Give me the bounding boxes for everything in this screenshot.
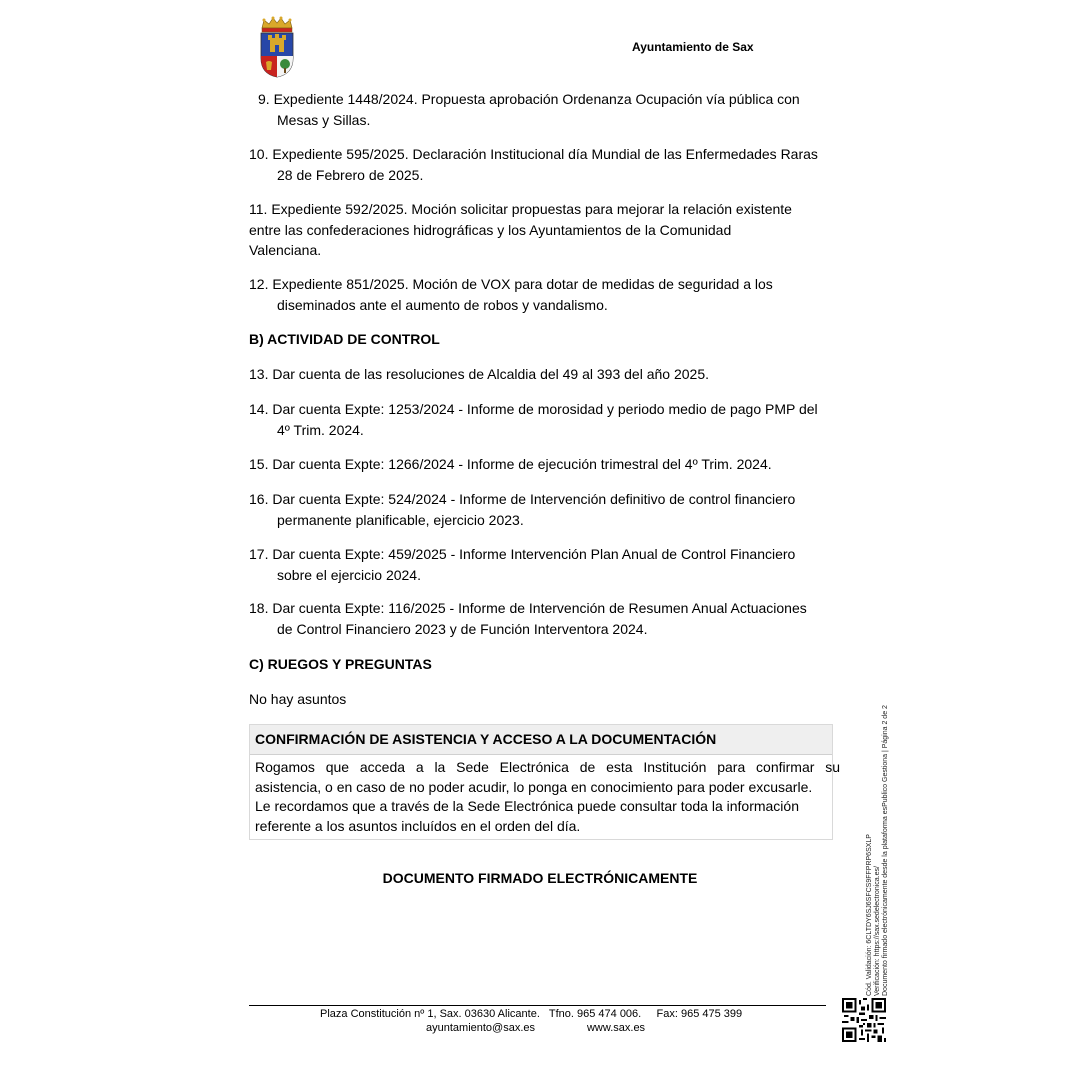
agenda-item-line: 9. Expediente 1448/2024. Propuesta aprobación Ordenanza Ocupación vía pública con — [258, 91, 800, 107]
agenda-item-line: 28 de Febrero de 2025. — [277, 166, 424, 183]
no-items-line: No hay asuntos — [249, 691, 347, 707]
organization-name: Ayuntamiento de Sax — [632, 40, 754, 54]
validation-stamp — [866, 705, 890, 996]
agenda-item-line: 16. Dar cuenta Expte: 524/2024 - Informe de Intervención definitivo de control financiero — [249, 491, 796, 507]
verification-url[interactable]: Verificación: https://sax.sedelectronica.es/ — [874, 866, 881, 996]
agenda-item-line: de Control Financiero 2023 y de Función Interventora 2024. — [277, 620, 648, 637]
agenda-item-line: Mesas y Sillas. — [277, 111, 371, 128]
agenda-item-line: Valenciana. — [249, 242, 322, 258]
agenda-item-14 — [249, 399, 834, 440]
agenda-item-line: sobre el ejercicio 2024. — [277, 566, 421, 583]
agenda-item-line: 4º Trim. 2024. — [277, 421, 364, 438]
footer-address: Plaza Constitución nº 1, Sax. 03630 Alicante. — [320, 1008, 540, 1020]
agenda-item-line: 11. Expediente 592/2025. Moción solicitar propuestas para mejorar la relación existente — [249, 201, 792, 217]
confirmation-box-header — [250, 725, 832, 755]
agenda-item-12 — [249, 274, 834, 315]
agenda-item-line: 15. Dar cuenta Expte: 1266/2024 - Informe de ejecución trimestral del 4º Trim. 2024. — [249, 456, 772, 472]
footer-contact-line — [320, 1008, 742, 1020]
footer-fax: Fax: 965 475 399 — [656, 1008, 743, 1020]
agenda-item-line: 12. Expediente 851/2025. Moción de VOX para dotar de medidas de seguridad a los — [249, 276, 773, 292]
confirmation-body — [255, 758, 840, 836]
agenda-item-line: 17. Dar cuenta Expte: 459/2025 - Informe Intervención Plan Anual de Control Financiero — [249, 546, 796, 562]
confirmation-line: referente a los asuntos incluídos en el orden del día. — [255, 817, 581, 834]
qr-code-icon — [842, 998, 886, 1042]
confirmation-box — [249, 724, 840, 840]
agenda-item-line: permanente planificable, ejercicio 2023. — [277, 511, 524, 528]
confirmation-title: CONFIRMACIÓN DE ASISTENCIA Y ACCESO A LA DOCUMENTACIÓN — [255, 731, 717, 747]
footer-email[interactable]: ayuntamiento@sax.es — [426, 1022, 536, 1034]
confirmation-line: asistencia, o en caso de no poder acudir, lo ponga en conocimiento para poder excusarle. — [255, 778, 813, 795]
no-items-text — [249, 689, 834, 710]
section-heading-questions: C) RUEGOS Y PREGUNTAS — [249, 656, 432, 672]
agenda-item-line: 10. Expediente 595/2025. Declaración Institucional día Mundial de las Enfermedades Raras — [249, 146, 818, 162]
agenda-item-13 — [249, 364, 834, 385]
footer-phone: Tfno. 965 474 006. — [548, 1008, 642, 1020]
signed-notice: DOCUMENTO FIRMADO ELECTRÓNICAMENTE — [382, 870, 698, 886]
footer-divider — [249, 1005, 826, 1006]
footer-website[interactable]: www.sax.es — [586, 1022, 646, 1034]
coat-of-arms-logo — [258, 16, 296, 78]
agenda-item-15 — [249, 454, 834, 475]
agenda-item-line: diseminados ante el aumento de robos y vandalismo. — [277, 296, 608, 313]
agenda-item-line: 18. Dar cuenta Expte: 116/2025 - Informe de Intervención de Resumen Anual Actuaciones — [249, 600, 807, 616]
confirmation-line: Le recordamos que a través de la Sede Electrónica puede consultar toda la información — [255, 798, 799, 814]
confirmation-line: Rogamos que acceda a la Sede Electrónica de esta Institución para confirmar su — [255, 759, 840, 775]
signature-platform-note: Documento firmado electrónicamente desde la plataforma esPublico Gestiona | Página 2 de 2 — [882, 705, 889, 996]
agenda-item-10 — [249, 144, 834, 185]
agenda-item-18 — [249, 598, 834, 639]
section-heading-control: B) ACTIVIDAD DE CONTROL — [249, 331, 440, 347]
agenda-item-line: entre las confederaciones hidrográficas y los Ayuntamientos de la Comunidad — [249, 221, 732, 238]
agenda-item-9 — [249, 89, 834, 130]
footer-web-line — [426, 1022, 645, 1034]
agenda-item-line: 14. Dar cuenta Expte: 1253/2024 - Informe de morosidad y periodo medio de pago PMP del — [249, 401, 818, 417]
agenda-item-11 — [249, 199, 834, 261]
agenda-item-17 — [249, 544, 834, 585]
agenda-item-line: 13. Dar cuenta de las resoluciones de Alcaldia del 49 al 393 del año 2025. — [249, 366, 709, 382]
agenda-item-16 — [249, 489, 834, 530]
validation-code: Cód. Validación: 6CLTDY6SJ6SFCS9FFPRP6SXLP — [866, 834, 873, 996]
